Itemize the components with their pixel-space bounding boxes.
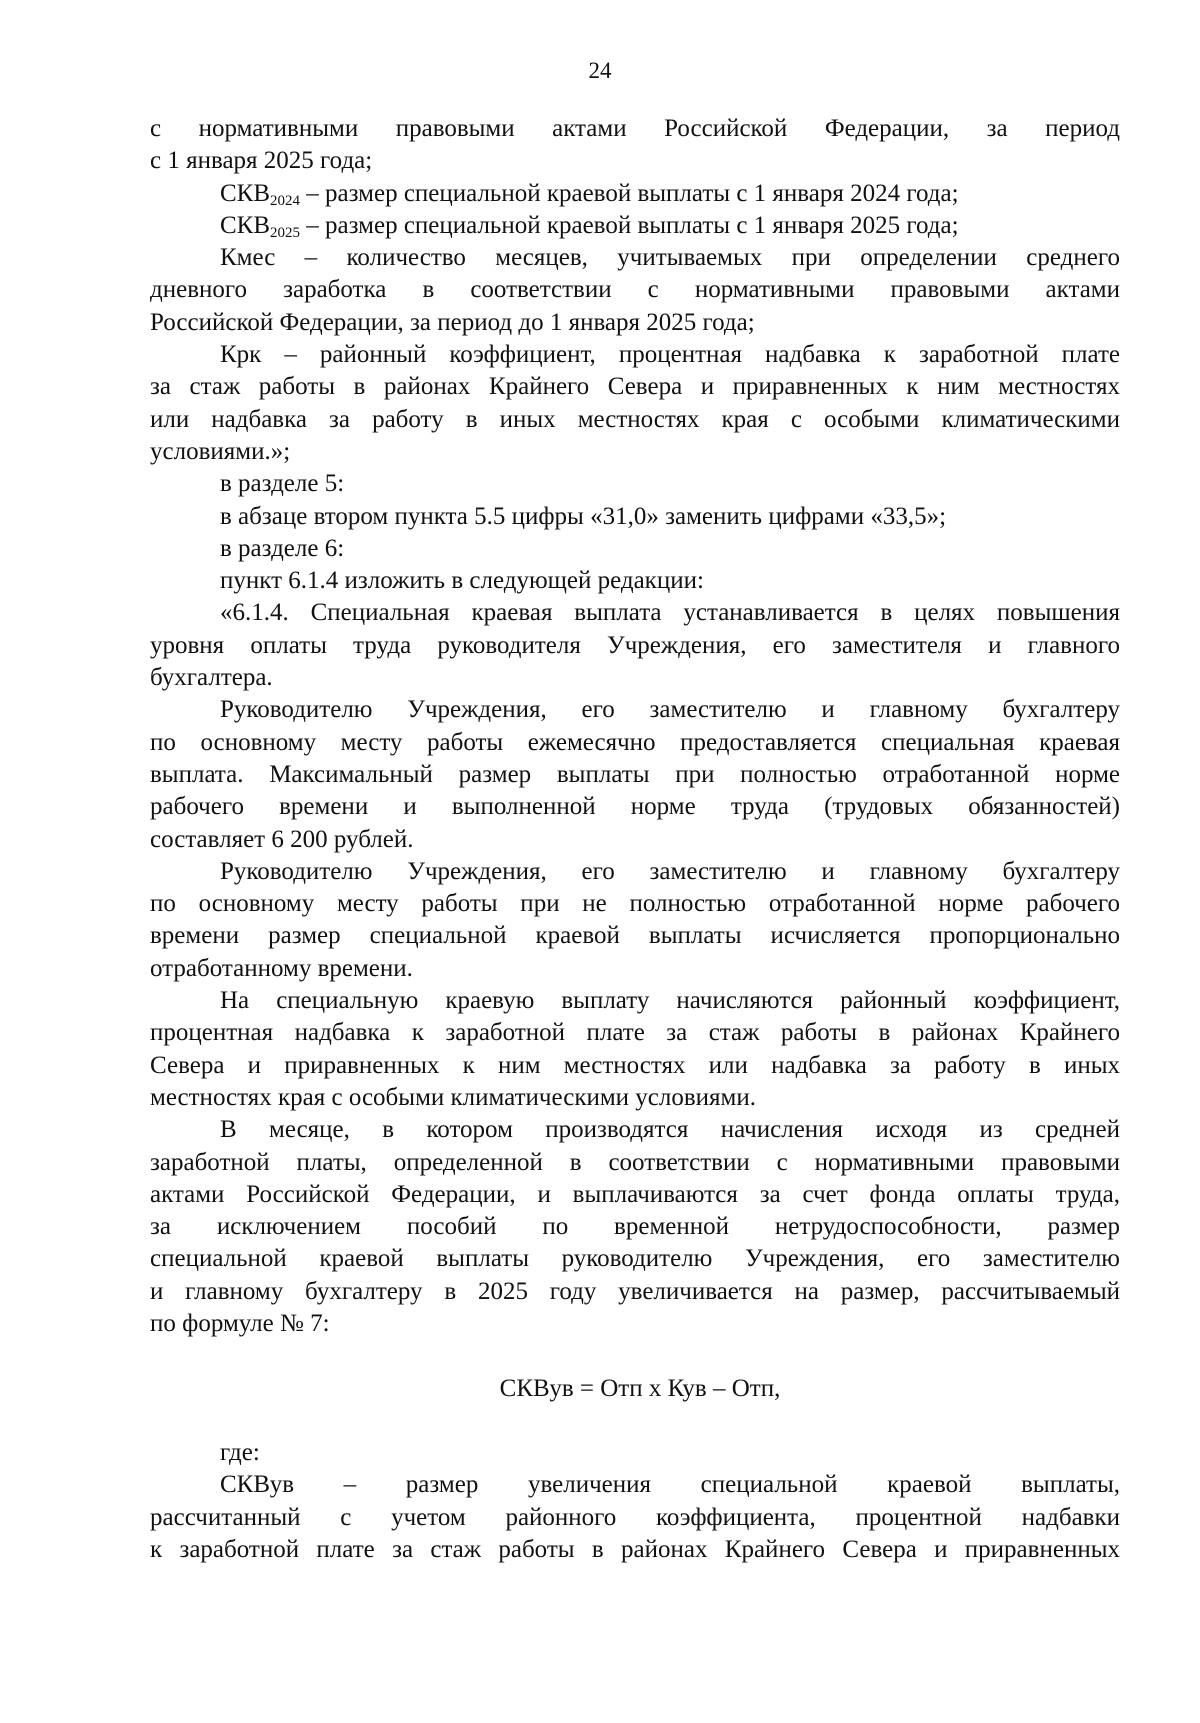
text-line: уровня оплаты труда руководителя Учреждения, его заместителя и главного	[150, 631, 1120, 659]
text-line: специальной краевой выплаты руководителю Учреждения, его заместителю	[150, 1245, 1120, 1273]
text-line: выплата. Максимальный размер выплаты при полностью отработанной норме	[150, 760, 1120, 788]
document-body	[150, 113, 1120, 1566]
blank-line	[150, 1340, 1120, 1372]
text-line: рабочего времени и выполненной норме труда (трудовых обязанностей)	[150, 793, 1120, 821]
text-line: по основному месту работы при не полностью отработанной норме рабочего	[150, 890, 1120, 918]
text-line: пункт 6.1.4 изложить в следующей редакции:	[220, 567, 704, 595]
text-line: Севера и приравненных к ним местностях или надбавка за работу в иных	[150, 1051, 1120, 1079]
text-line: и главному бухгалтеру в 2025 году увеличивается на размер, рассчитываемый	[150, 1277, 1120, 1305]
text-line: по формуле № 7:	[150, 1309, 330, 1337]
text-line: Кмес – количество месяцев, учитываемых при определении среднего	[220, 244, 1120, 272]
text-line: В месяце, в котором производятся начисления исходя из средней	[220, 1116, 1120, 1144]
text-line: времени размер специальной краевой выплаты исчисляется пропорционально	[150, 922, 1120, 950]
text-line: СКВув – размер увеличения специальной краевой выплаты,	[220, 1471, 1120, 1499]
text-line: Крк – районный коэффициент, процентная надбавка к заработной плате	[220, 341, 1120, 369]
text-line: в абзаце втором пункта 5.5 цифры «31,0» заменить цифрами «33,5»;	[220, 502, 947, 530]
text-line: Руководителю Учреждения, его заместителю и главному бухгалтеру	[220, 696, 1120, 724]
text-line: На специальную краевую выплату начисляются районный коэффициент,	[220, 987, 1120, 1015]
text-line: актами Российской Федерации, и выплачиваются за счет фонда оплаты труда,	[150, 1180, 1120, 1208]
text-line: «6.1.4. Специальная краевая выплата устанавливается в целях повышения	[220, 599, 1120, 627]
text-line: в разделе 6:	[220, 534, 345, 562]
text-line: местностях края с особыми климатическими условиями.	[150, 1083, 756, 1111]
text-line: где:	[220, 1439, 260, 1467]
text-line: Российской Федерации, за период до 1 января 2025 года;	[150, 308, 755, 336]
text-line: с 1 января 2025 года;	[150, 147, 373, 175]
text-line: за стаж работы в районах Крайнего Севера и приравненных к ним местностях	[150, 373, 1120, 401]
text-line: рассчитанный с учетом районного коэффициента, процентной надбавки	[150, 1503, 1120, 1531]
text-line: бухгалтера.	[150, 664, 273, 692]
text-line: составляет 6 200 рублей.	[150, 825, 414, 853]
text-line: отработанному времени.	[150, 954, 413, 982]
text-line: за исключением пособий по временной нетрудоспособности, размер	[150, 1213, 1120, 1241]
text-line: с нормативными правовыми актами Российской Федерации, за период	[150, 115, 1120, 142]
text-line: по основному месту работы ежемесячно предоставляется специальная краевая	[150, 728, 1120, 756]
text-line: процентная надбавка к заработной плате за стаж работы в районах Крайнего	[150, 1019, 1120, 1047]
page-number: 24	[588, 58, 612, 83]
text-line: дневного заработка в соответствии с нормативными правовыми актами	[150, 276, 1120, 304]
text-line: или надбавка за работу в иных местностях края с особыми климатическими	[150, 405, 1120, 433]
text-line: Руководителю Учреждения, его заместителю и главному бухгалтеру	[220, 857, 1120, 885]
text-line: условиями.»;	[150, 437, 291, 465]
text-line: в разделе 5:	[220, 470, 345, 498]
text-line: к заработной плате за стаж работы в районах Крайнего Севера и приравненных	[150, 1536, 1120, 1564]
blank-line	[150, 1405, 1120, 1437]
text-line: заработной платы, определенной в соответствии с нормативными правовыми	[150, 1148, 1120, 1176]
definition-skv2024: $СКВ_{2024}$ – размер специальной краевой выплаты с 1 января 2024 года;	[220, 179, 959, 209]
definition-skv2025: $СКВ_{2025}$ – размер специальной краевой выплаты с 1 января 2025 года;	[220, 211, 959, 241]
formula-7: СКВув = Отп х Кув – Отп,	[499, 1374, 781, 1402]
